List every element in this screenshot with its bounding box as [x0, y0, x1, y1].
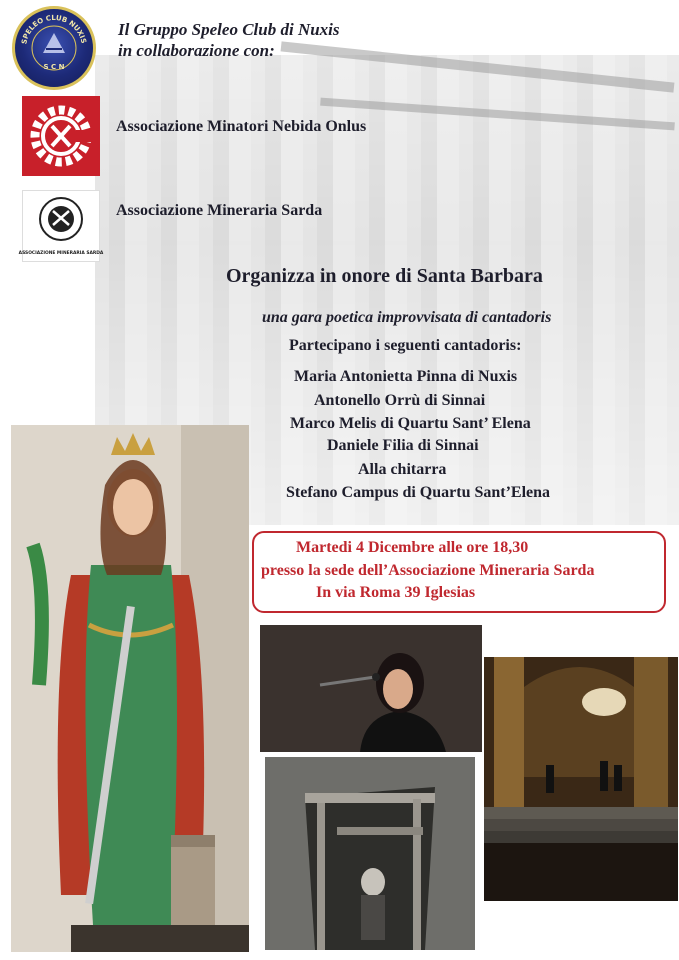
partner-name: Associazione Minatori Nebida Onlus — [116, 118, 367, 135]
event-date-time: Martedi 4 Dicembre alle ore 18,30 — [296, 539, 529, 556]
guitar-intro: Alla chitarra — [358, 461, 447, 478]
associazione-mineraria-logo — [18, 190, 104, 262]
mineraria-logo-text: ASSOCIAZIONE MINERARIA SARDA — [18, 251, 104, 256]
intro-line-2: in collaborazione con: — [118, 41, 275, 60]
event-address: In via Roma 39 Iglesias — [316, 584, 476, 601]
speleo-bottom-text: S C N — [43, 63, 65, 71]
event-details-box — [252, 531, 666, 613]
participant: Antonello Orrù di Sinnai — [314, 392, 486, 409]
guitarist: Stefano Campus di Quartu Sant’Elena — [286, 484, 551, 501]
singer-photo — [260, 625, 482, 752]
night-venue-photo — [484, 657, 678, 901]
santa-barbara-statue-photo — [11, 425, 249, 952]
partner-name: Associazione Mineraria Sarda — [116, 202, 323, 219]
event-venue: presso la sede dell’Associazione Mineraria Sarda — [261, 562, 595, 579]
speleo-ring-text: SPELEO CLUB NUXIS — [20, 13, 88, 45]
headline: Organizza in onore di Santa Barbara — [226, 265, 543, 287]
intro-line-1: Il Gruppo Speleo Club di Nuxis — [118, 20, 340, 39]
participants-intro: Partecipano i seguenti cantadoris: — [289, 337, 522, 354]
participant: Maria Antonietta Pinna di Nuxis — [294, 368, 518, 385]
subtitle: una gara poetica improvvisata di cantadoris — [262, 309, 552, 326]
participant: Daniele Filia di Sinnai — [327, 437, 479, 454]
participant: Marco Melis di Quartu Sant’ Elena — [290, 415, 531, 432]
mine-tunnel-photo — [265, 757, 475, 950]
speleo-club-logo — [12, 6, 96, 90]
minatori-nebida-logo — [22, 96, 100, 176]
